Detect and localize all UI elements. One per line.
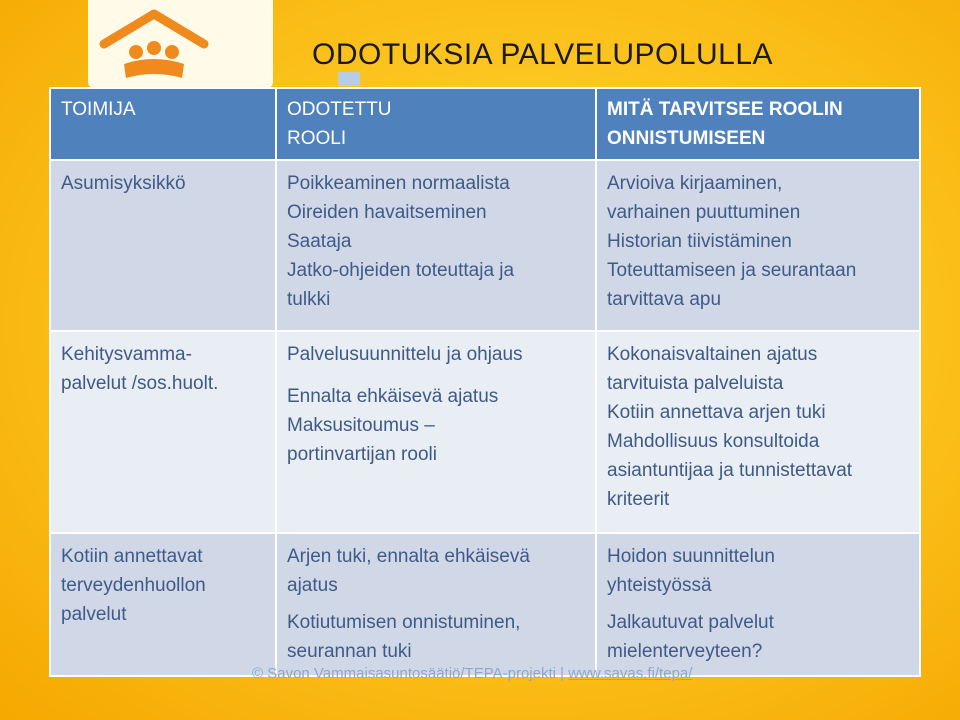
spacer <box>287 369 587 382</box>
footer-link[interactable]: www.savas.fi/tepa/ <box>568 665 693 682</box>
cell-needs: Hoidon suunnittelun yhteistyössä Jalkautuvat palvelut mielenterveyteen? <box>596 533 920 676</box>
spacer <box>607 600 911 608</box>
spacer <box>287 600 587 608</box>
footer-credit <box>252 665 692 682</box>
header-expected-role: ODOTETTU ROOLI <box>276 88 596 160</box>
footer-text: © Savon Vammaisasuntosäätiö/TEPA-projekti | <box>252 665 569 682</box>
cell-role: Poikkeaminen normaalista Oireiden havaitseminen Saataja Jatko-ohjeiden toteuttaja ja tulkki <box>276 160 596 331</box>
cell-actor: Kehitysvamma- palvelut /sos.huolt. <box>50 331 276 533</box>
cell-role: Arjen tuki, ennalta ehkäisevä ajatus Kotiutumisen onnistuminen, seurannan tuki <box>276 533 596 676</box>
cell-actor: Asumisyksikkö <box>50 160 276 331</box>
logo-area <box>88 0 273 88</box>
table-row <box>50 160 920 331</box>
cell-needs: Kokonaisvaltainen ajatus tarvituista palveluista Kotiin annettava arjen tuki Mahdollisuus konsultoida asiantuntijaa ja tunnistettavat kriteerit <box>596 331 920 533</box>
cell-needs: Arvioiva kirjaaminen, varhainen puuttuminen Historian tiivistäminen Toteuttamiseen ja seurantaan tarvittava apu <box>596 160 920 331</box>
table-row <box>50 331 920 533</box>
house-people-logo-icon <box>94 6 214 86</box>
cell-actor: Kotiin annettavat terveydenhuollon palvelut <box>50 533 276 676</box>
header-requirements: MITÄ TARVITSEE ROOLIN ONNISTUMISEEN <box>596 88 920 160</box>
table-row <box>50 533 920 676</box>
header-actor: TOIMIJA <box>50 88 276 160</box>
table-header-row <box>50 88 920 160</box>
page-title: ODOTUKSIA PALVELUPOLULLA <box>312 38 774 71</box>
expectations-table <box>49 87 921 677</box>
cell-role: Palvelusuunnittelu ja ohjaus Ennalta ehkäisevä ajatus Maksusitoumus – portinvartijan rooli <box>276 331 596 533</box>
logo-accent-bar <box>338 72 360 86</box>
